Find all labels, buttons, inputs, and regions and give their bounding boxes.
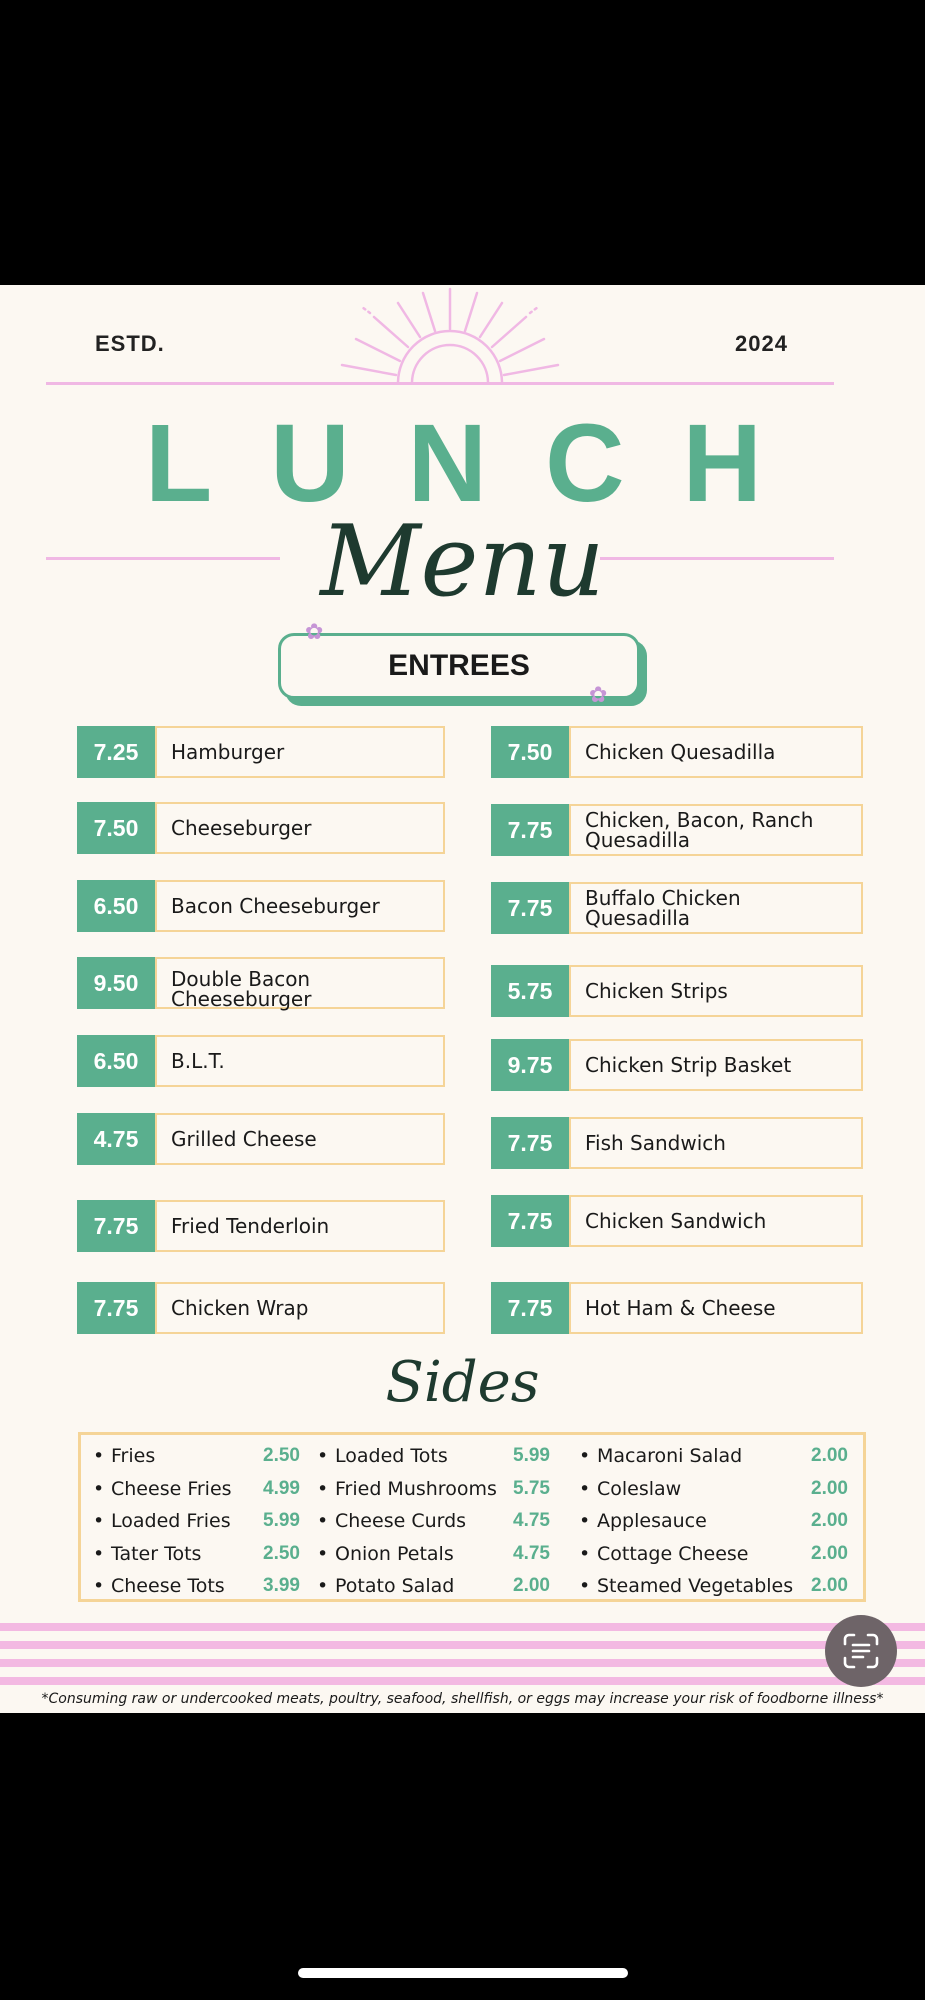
side-item: • Fried Mushrooms 5.75	[317, 1477, 550, 1500]
entree-price: 7.75	[491, 882, 569, 934]
flower-icon: ✿	[305, 620, 324, 645]
entree-name: Chicken Wrap	[155, 1282, 445, 1334]
entrees-label: ENTREES	[388, 649, 530, 682]
entree-name: Cheeseburger	[155, 802, 445, 854]
pink-stripes	[0, 1623, 925, 1685]
sides-column-1	[93, 1445, 323, 1608]
flower-icon: ✿	[589, 683, 608, 708]
side-item: • Tater Tots 2.50	[93, 1542, 300, 1565]
entree-name: Chicken, Bacon, Ranch Quesadilla	[569, 804, 863, 856]
entree-price: 7.50	[77, 802, 155, 854]
entree-name: Chicken Strip Basket	[569, 1039, 863, 1091]
entree-name: Chicken Quesadilla	[569, 726, 863, 778]
entree-name: Hamburger	[155, 726, 445, 778]
title-menu-script: Menu	[320, 505, 605, 619]
divider-top	[46, 382, 834, 385]
text-scan-icon	[842, 1632, 880, 1670]
side-item: • Steamed Vegetables 2.00	[579, 1575, 848, 1597]
side-item: • Coleslaw 2.00	[579, 1477, 848, 1500]
entree-price: 7.75	[77, 1200, 155, 1252]
home-indicator[interactable]	[298, 1968, 628, 1978]
side-item: • Loaded Fries 5.99	[93, 1510, 300, 1532]
entree-price: 7.75	[491, 1117, 569, 1169]
entree-price: 6.50	[77, 880, 155, 932]
entrees-heading	[278, 633, 640, 699]
side-item: • Cottage Cheese 2.00	[579, 1542, 848, 1565]
entree-name: Bacon Cheeseburger	[155, 880, 445, 932]
entree-name: B.L.T.	[155, 1035, 445, 1087]
entree-name: Chicken Strips	[569, 965, 863, 1017]
entree-price: 7.75	[491, 1282, 569, 1334]
entree-price: 9.75	[491, 1039, 569, 1091]
entree-price: 5.75	[491, 965, 569, 1017]
side-item: • Fries 2.50	[93, 1445, 300, 1467]
side-item: • Macaroni Salad 2.00	[579, 1445, 848, 1467]
estd-label: ESTD.	[95, 331, 165, 356]
side-item: • Potato Salad 2.00	[317, 1575, 550, 1597]
entree-name: Fish Sandwich	[569, 1117, 863, 1169]
menu-image	[0, 285, 925, 1713]
side-item: • Loaded Tots 5.99	[317, 1445, 550, 1467]
entree-price: 6.50	[77, 1035, 155, 1087]
entree-price: 7.75	[491, 804, 569, 856]
entree-price: 4.75	[77, 1113, 155, 1165]
side-item: • Applesauce 2.00	[579, 1510, 848, 1532]
sides-box	[78, 1432, 866, 1602]
side-item: • Cheese Curds 4.75	[317, 1510, 550, 1532]
year-label: 2024	[735, 331, 788, 356]
entree-price: 7.50	[491, 726, 569, 778]
disclaimer-text: *Consuming raw or undercooked meats, poultry, seafood, shellfish, or eggs may increase your risk of foodborne illness*	[41, 1691, 884, 1707]
side-item: • Cheese Tots 3.99	[93, 1575, 300, 1597]
sides-column-3	[579, 1445, 864, 1608]
entree-price: 7.25	[77, 726, 155, 778]
side-item: • Cheese Fries 4.99	[93, 1477, 300, 1500]
entree-name: Grilled Cheese	[155, 1113, 445, 1165]
sides-column-2	[317, 1445, 577, 1608]
entree-name: Double Bacon Cheeseburger	[155, 957, 445, 1009]
sides-heading: Sides	[385, 1350, 540, 1415]
entree-name: Buffalo Chicken Quesadilla	[569, 882, 863, 934]
title-lunch: LUNCH	[145, 402, 820, 525]
sunburst-icon	[300, 285, 600, 385]
entree-name: Hot Ham & Cheese	[569, 1282, 863, 1334]
entree-name: Chicken Sandwich	[569, 1195, 863, 1247]
side-item: • Onion Petals 4.75	[317, 1542, 550, 1565]
text-scan-button[interactable]	[825, 1615, 897, 1687]
entree-name: Fried Tenderloin	[155, 1200, 445, 1252]
entree-price: 7.75	[491, 1195, 569, 1247]
entree-price: 9.50	[77, 957, 155, 1009]
entree-price: 7.75	[77, 1282, 155, 1334]
